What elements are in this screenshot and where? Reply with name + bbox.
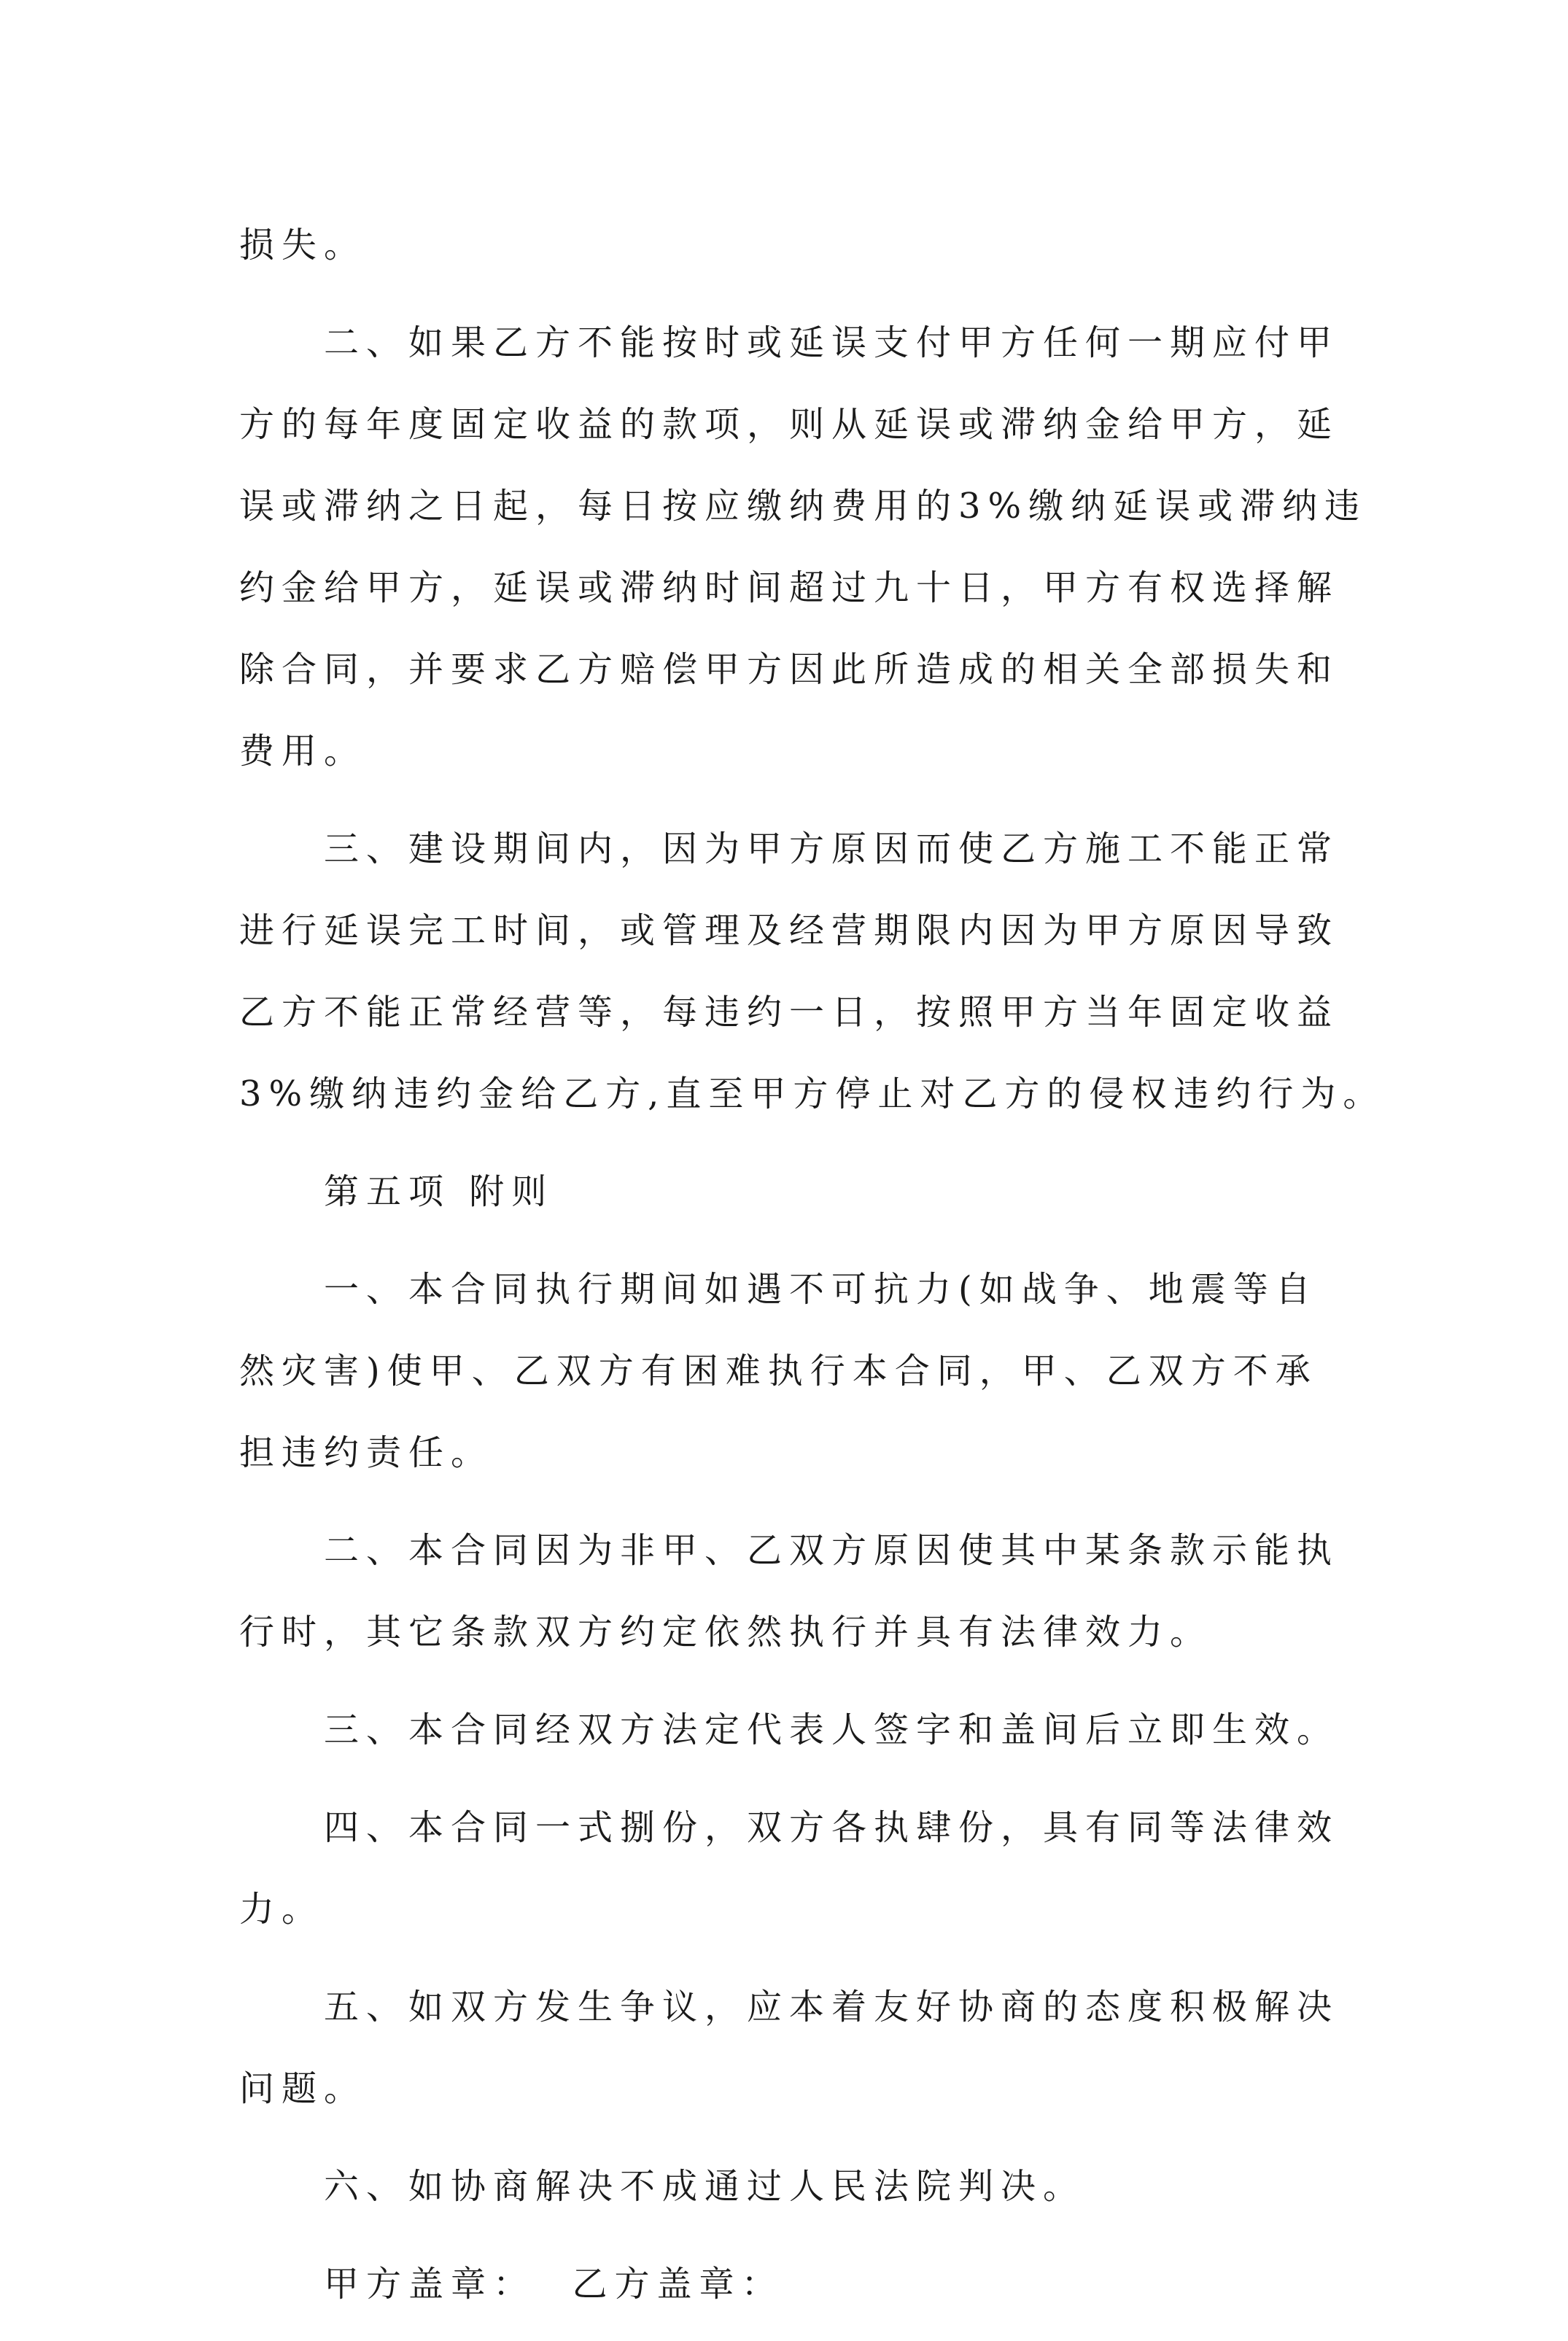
paragraph-court [239, 2146, 1333, 2227]
paragraph-loss [239, 204, 1333, 286]
section-heading [239, 1151, 1333, 1232]
text-line: 三、建设期间内，因为甲方原因而使乙方施工不能正常 [324, 828, 1340, 869]
text-line: 行时，其它条款双方约定依然执行并具有法律效力。 [239, 1612, 1213, 1653]
paragraph-dispute [239, 1966, 1340, 2130]
paragraph-force-majeure [239, 1249, 1333, 1494]
signature-line [239, 2243, 1333, 2325]
paragraph-severability [239, 1510, 1340, 1673]
text-line: 误或滞纳之日起，每日按应缴纳费用的3%缴纳延误或滞纳违 [239, 486, 1367, 527]
text-line: 进行延误完工时间，或管理及经营期限内因为甲方原因导致 [239, 910, 1340, 951]
text-line: 二、如果乙方不能按时或延误支付甲方任何一期应付甲 [324, 322, 1340, 363]
section-title: 第五项 附则 [324, 1171, 554, 1212]
text-line: 乙方不能正常经营等，每违约一日，按照甲方当年固定收益 [239, 992, 1340, 1033]
seal-labels: 甲方盖章： 乙方盖章： [324, 2264, 784, 2305]
document-body [239, 204, 1386, 2341]
text-line: 约金给甲方，延误或滞纳时间超过九十日，甲方有权选择解 [239, 567, 1340, 608]
paragraph-copies [239, 1787, 1340, 1950]
text-line: 担违约责任。 [239, 1432, 494, 1473]
paragraph-effective [239, 1689, 1340, 1771]
text-line: 力。 [239, 1889, 325, 1930]
text-line: 损失。 [239, 225, 367, 265]
text-line: 四、本合同一式捌份，双方各执肆份，具有同等法律效 [324, 1807, 1340, 1848]
text-line: 费用。 [239, 731, 367, 772]
text-line: 方的每年度固定收益的款项，则从延误或滞纳金给甲方，延 [239, 404, 1340, 445]
text-line: 二、本合同因为非甲、乙双方原因使其中某条款示能执 [324, 1530, 1340, 1571]
paragraph-construction-delay [239, 808, 1386, 1135]
text-line: 三、本合同经双方法定代表人签字和盖间后立即生效。 [324, 1709, 1340, 1750]
text-line: 除合同，并要求乙方赔偿甲方因此所造成的相关全部损失和 [239, 649, 1340, 690]
text-line: 六、如协商解决不成通过人民法院判决。 [324, 2166, 1086, 2207]
text-line: 3%缴纳违约金给乙方,直至甲方停止对乙方的侵权违约行为。 [239, 1074, 1386, 1114]
paragraph-late-payment [239, 302, 1367, 792]
text-line: 问题。 [239, 2068, 367, 2109]
text-line: 五、如双方发生争议，应本着友好协商的态度积极解决 [324, 1987, 1340, 2027]
text-line: 然灾害)使甲、乙双方有困难执行本合同，甲、乙双方不承 [239, 1351, 1318, 1391]
text-line: 一、本合同执行期间如遇不可抗力(如战争、地震等自 [324, 1269, 1318, 1310]
